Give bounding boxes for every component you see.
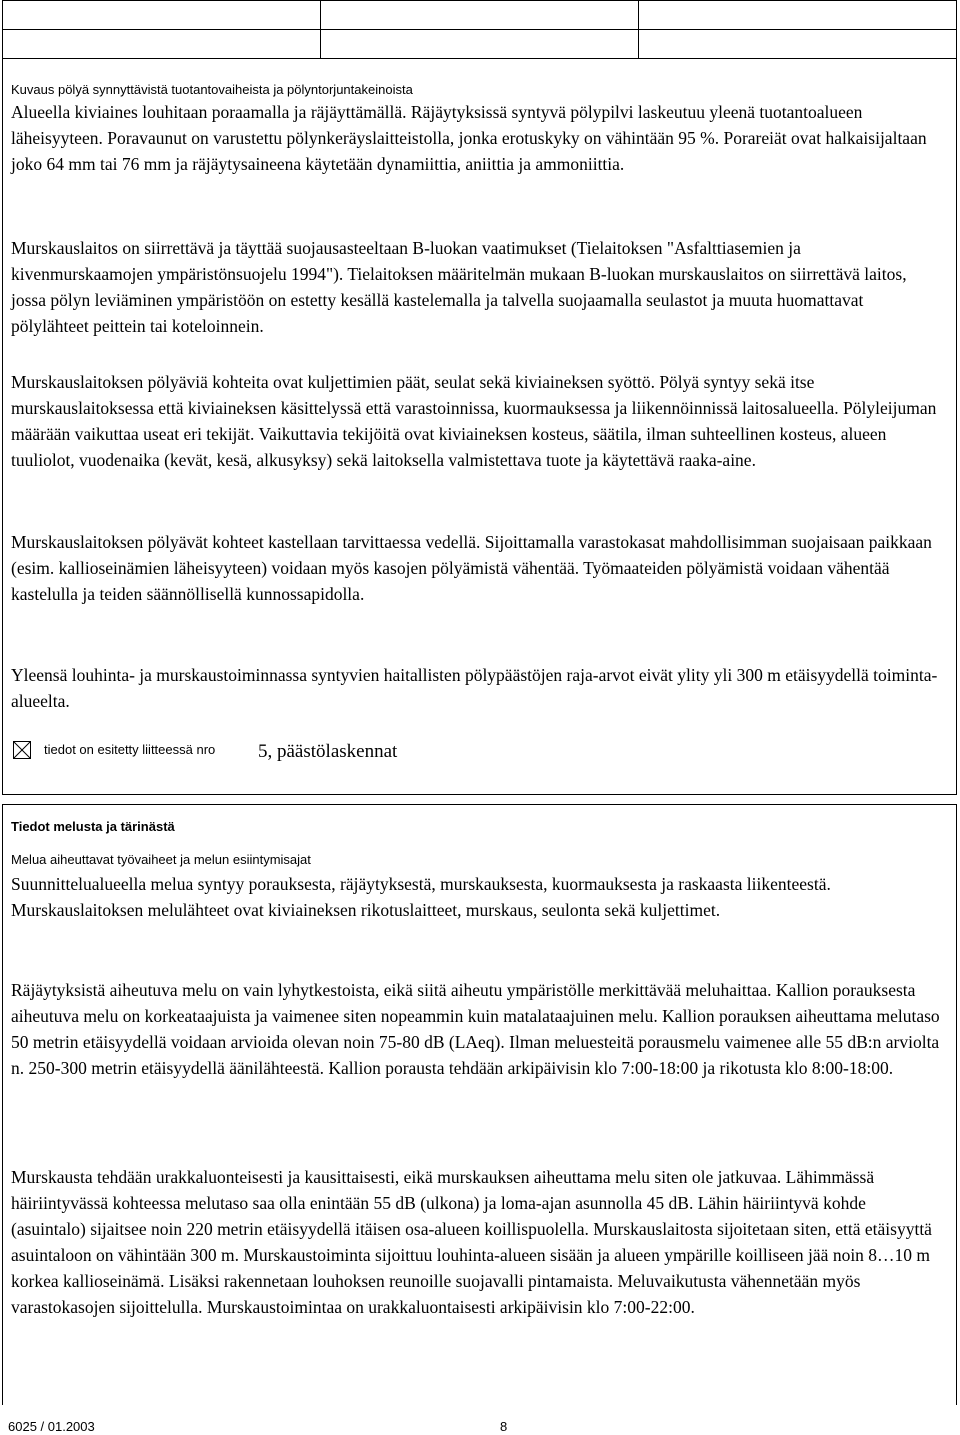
header-table: [2, 0, 957, 59]
dust-paragraph-2: Murskauslaitos on siirrettävä ja täyttää suojausasteeltaan B-luokan vaatimukset (Tielaitoksen "Asfalttiasemien ja kivenmurskaamojen ympäristönsuojelu 1994"). Tielaitoksen määritelmän mukaan B-luokan murskauslaitos on siirrettävä laitos, jossa pölyn leviäminen ympäristöön on estetty kesällä kastelemalla ja talvella suojaamalla seulastot ja muuta huomattavat pölylähteet peittein tai koteloinnein.: [11, 238, 907, 336]
dust-paragraph-3: Murskauslaitoksen pölyäviä kohteita ovat kuljettimien päät, seulat sekä kiviaineksen syöttö. Pölyä syntyy sekä itse murskauslaitoksessa että kiviaineksen käsittelyssä että varastoinnissa, kuormauksessa ja liikennöinnissä laitosalueella. Pölyleijuman määrään vaikuttaa useat eri tekijät. Vaikuttavia tekijöitä ovat kiviaineksen kosteus, säätila, ilman suhteellinen kosteus, alueen tuuliolot, vuodenaika (kevät, kesä, alkusyksy) sekä laitoksella valmistettava tuote ja käytettävä raaka-aine.: [11, 372, 937, 470]
attachment-row: [13, 741, 613, 771]
attachment-value[interactable]: 5, päästölaskennat: [258, 741, 398, 762]
attachment-label: tiedot on esitetty liitteessä nro: [44, 742, 216, 757]
header-cell: [321, 30, 639, 59]
header-cell: [321, 1, 639, 30]
noise-paragraph-1: Suunnittelualueella melua syntyy porauksesta, räjäytyksestä, murskauksesta, kuormauksesta ja raskaasta liikenteestä. Murskauslaitoksen melulähteet ovat kiviaineksen rikotuslaitteet, murskaus, seulonta sekä kuljettimet.: [11, 874, 831, 920]
header-cell: [3, 1, 321, 30]
noise-section-title: Tiedot melusta ja tärinästä: [11, 819, 175, 834]
header-cell: [639, 1, 957, 30]
noise-section-label: Melua aiheuttavat työvaiheet ja melun esiintymisajat: [11, 852, 311, 867]
dust-paragraph-1: Alueella kiviaines louhitaan poraamalla ja räjäyttämällä. Räjäytyksissä syntyvä pölypilvi laskeutuu yleenä tuotantoalueen läheisyyteen. Poravaunut on varustettu pölynkeräyslaitteistolla, jonka erotuskyky on vähintään 95 %. Porareiät ovat halkaisijaltaan joko 64 mm tai 76 mm ja räjäytysaineena käytetään dynamiittia, aniittia ja ammoniittia.: [11, 102, 927, 174]
dust-section-label: Kuvaus pölyä synnyttävistä tuotantovaiheista ja pölyntorjuntakeinoista: [11, 82, 413, 97]
noise-section: [2, 804, 957, 1405]
header-cell: [3, 30, 321, 59]
dust-paragraph-5: Yleensä louhinta- ja murskaustoiminnassa syntyvien haitallisten pölypäästöjen raja-arvot eivät ylity yli 300 m etäisyydellä toiminta-alueelta.: [11, 665, 938, 711]
dust-paragraph-4: Murskauslaitoksen pölyävät kohteet kastellaan tarvittaessa vedellä. Sijoittamalla varastokasat mahdollisimman suojaisaan paikkaan (esim. kallioseinämien läheisyyteen) voidaan myös kasojen pölyämistä vähentää. Työmaateiden pölyämistä voidaan vähentää kastelulla ja teiden säännöllisellä kunnossapidolla.: [11, 532, 932, 604]
checked-checkbox-icon[interactable]: [13, 741, 31, 759]
dust-section: [2, 59, 957, 795]
noise-paragraph-2: Räjäytyksistä aiheutuva melu on vain lyhytkestoista, eikä siitä aiheutu ympäristölle merkittävää meluhaittaa. Kallion porauksesta aiheutuva melu on korkeataajuista ja vaimenee siten nopeammin kuin matalataajuinen melu. Kallion porauksen aiheuttama melutaso 50 metrin etäisyydellä voidaan arvioida olevan noin 75-80 dB (LAeq). Ilman meluesteitä porausmelu vaimenee alle 55 dB:n arviolta n. 250-300 metrin etäisyydellä äänilähteestä. Kallion porausta tehdään arkipäivisin klo 7:00-18:00 ja rikotusta klo 8:00-18:00.: [11, 980, 940, 1078]
form-code: 6025 / 01.2003: [8, 1419, 95, 1434]
page-number: 8: [500, 1419, 508, 1434]
header-cell: [639, 30, 957, 59]
noise-paragraph-3: Murskausta tehdään urakkaluonteisesti ja kausittaisesti, eikä murskauksen aiheuttama melu siten ole jatkuvaa. Lähimmässä häiriintyvässä kohteessa melutaso saa olla enintään 55 dB (ulkona) ja loma-ajan asunnolla 45 dB. Lähin häiriintyvä kohde (asuintalo) sijaitsee noin 220 metrin etäisyydellä itäisen osa-alueen koillispuolella. Murskauslaitosta sijoitetaan siten, että etäisyyttä asuintaloon on vähintään 300 m. Murskaustoiminta sijoittuu louhinta-alueen sisään ja alueen ympärille koilliseen jää noin 8…10 m korkea kallioseinämä. Lisäksi rakennetaan louhoksen reunoille suojavalli pintamaista. Meluvaikutusta vähennetään myös varastokasojen sijoittelulla. Murskaustoimintaa on urakkaluontaisesti arkipäivisin klo 7:00-22:00.: [11, 1167, 932, 1317]
